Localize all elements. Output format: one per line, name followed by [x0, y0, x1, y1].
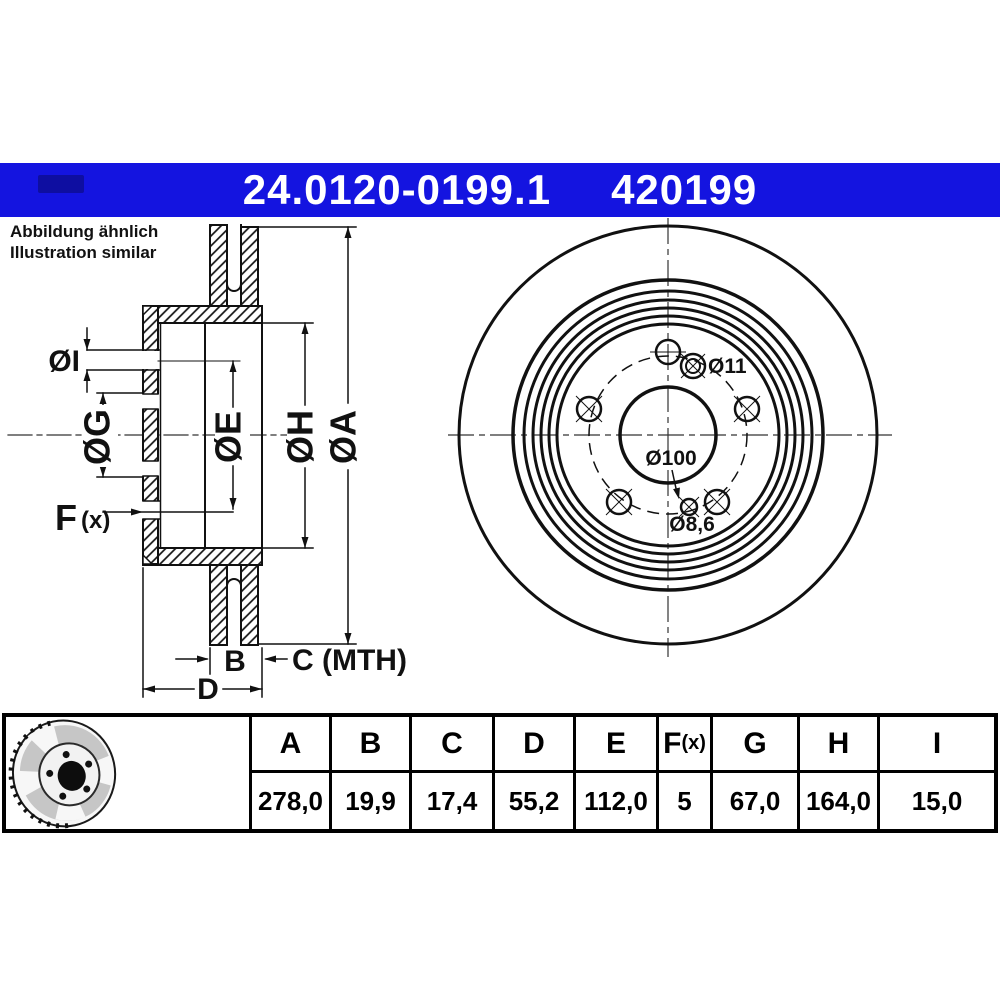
- dim-label-d: D: [197, 673, 219, 706]
- bolt-hole-section-top: [142, 351, 159, 369]
- col-header-f-label: F: [663, 726, 682, 760]
- col-header-i: [877, 717, 994, 773]
- value-h: 164,0: [797, 773, 877, 829]
- value-f: 5: [656, 773, 710, 829]
- col-header-g: [710, 717, 797, 773]
- col-header-h: [797, 717, 877, 773]
- col-header-a: [249, 717, 329, 773]
- col-header-c: [409, 717, 492, 773]
- col-header-e-label: E: [605, 726, 626, 760]
- dim-label-dia-i: ØI: [48, 345, 80, 378]
- spec-table: [2, 713, 998, 833]
- col-header-h-label: H: [827, 726, 850, 760]
- bottom-vane-channel: [227, 579, 241, 645]
- bolt-hole-section-bottom: [142, 501, 159, 519]
- col-header-d: [492, 717, 573, 773]
- col-header-f-paren: (x): [681, 732, 706, 754]
- dim-label-b: B: [224, 645, 246, 678]
- col-header-a-label: A: [279, 726, 302, 760]
- value-b: 19,9: [329, 773, 409, 829]
- col-header-f: [656, 717, 710, 773]
- value-d: 55,2: [492, 773, 573, 829]
- value-a: 278,0: [249, 773, 329, 829]
- top-vane-channel: [227, 225, 241, 291]
- disc-thumbnail-cell: [6, 717, 249, 829]
- value-e: 112,0: [573, 773, 656, 829]
- dim-label-dia-a: ØA: [322, 410, 364, 464]
- col-header-e: [573, 717, 656, 773]
- col-header-c-label: C: [441, 726, 463, 760]
- label-dia-100: Ø100: [645, 447, 697, 470]
- part-number: 24.0120-0199.1: [242, 166, 552, 213]
- front-view: [448, 218, 892, 657]
- label-dia-11: Ø11: [708, 355, 747, 378]
- dim-label-f-suffix: (x): [81, 507, 111, 534]
- disc-thumbnail: [6, 717, 136, 829]
- label-dia-86: Ø8,6: [669, 513, 715, 536]
- locating-hole-11: [681, 354, 705, 378]
- value-g: 67,0: [710, 773, 797, 829]
- col-header-b: [329, 717, 409, 773]
- col-header-i-label: I: [932, 726, 942, 760]
- dim-label-dia-e: ØE: [207, 410, 249, 464]
- dim-label-dia-h: ØH: [279, 410, 321, 464]
- dim-label-c-mth: C (MTH): [292, 644, 407, 677]
- value-i: 15,0: [877, 773, 994, 829]
- note-line-en: Illustration similar: [10, 243, 157, 262]
- col-header-d-label: D: [523, 726, 545, 760]
- note-line-de: Abbildung ähnlich: [10, 222, 159, 241]
- col-header-g-label: G: [743, 726, 767, 760]
- dim-label-f: F: [55, 497, 77, 538]
- value-c: 17,4: [409, 773, 492, 829]
- col-header-b-label: B: [359, 726, 382, 760]
- reference-number: 420199: [611, 166, 758, 213]
- cross-section-view: [8, 225, 407, 706]
- dim-label-dia-g: ØG: [76, 408, 118, 466]
